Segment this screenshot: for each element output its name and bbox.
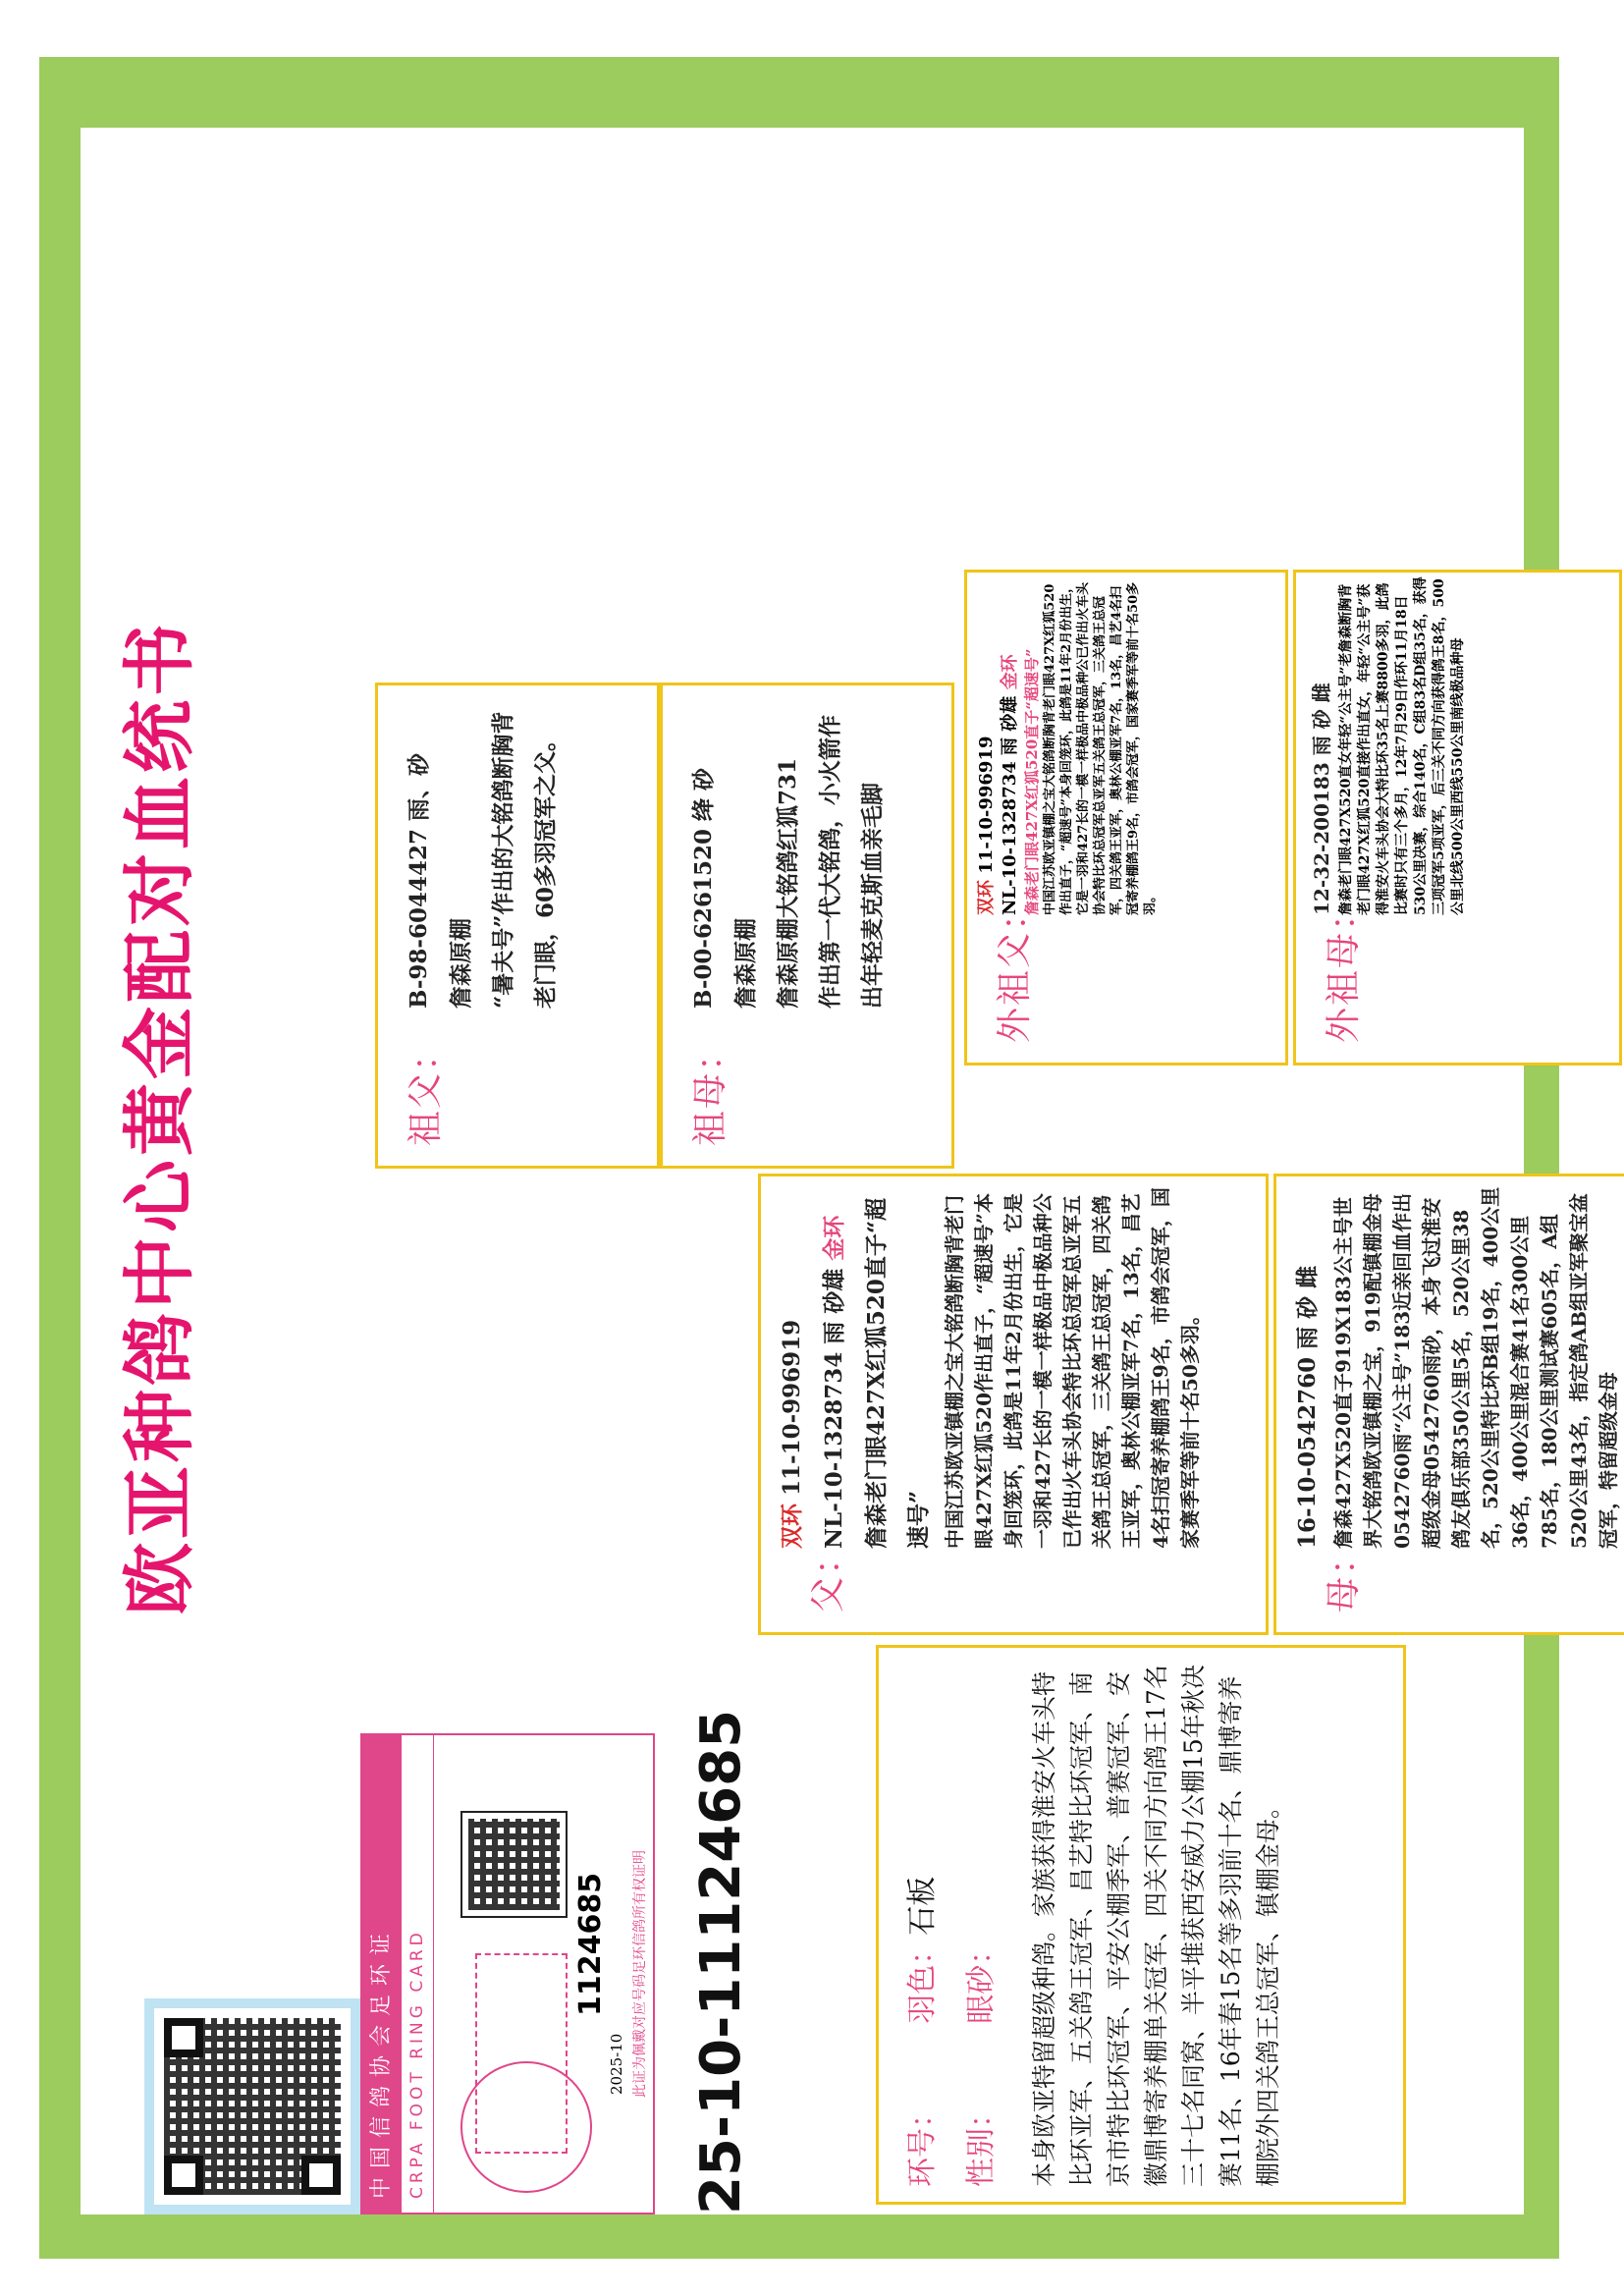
grandmother-l4: 出年轻麦克斯血亲毛脚 [859,783,886,1009]
grandmother-box [660,683,954,1169]
ring-number: 25-10-11124685 [689,1709,753,2214]
qr-finder-tl [164,2156,203,2195]
qr-code-icon [144,1998,360,2214]
grandmother-l3: 作出第一代大铭鸽，小火箭作 [817,715,843,1009]
feather-value: 石板 [905,1876,940,1936]
mgm-ring: 12-32-200183 [1310,762,1333,915]
mother-text: 詹森427X520直子919X183公主号世界大铭鸽欧亚镇棚之宝，919配镇棚金母0542760雨“公主号”183近亲回血作出超级金母0542760雨砂，本身飞过淮安鸽友俱乐部350公里5名，520公里38名，520公里特比环B组19名，400公里36名，400公里混合赛41名300公里785名，180公里测试赛605名，A组520公里43名，指定鸽AB组亚军聚宝盆冠军，特留超级金母 [1331,1186,1620,1549]
father-ring: 11-10-996919 [779,1319,805,1496]
mgf-sub: 詹森老门眼427X红狐520直子“超速号” [1023,648,1041,915]
grandmother-label: 祖母： [690,1033,731,1146]
page-title: 欧亚种鸽中心黄金配对血统书 [118,620,202,1615]
grandfather-l2: “暑夫号”作出的大铭鸽断胸背老门眼，60多羽冠军之父。 [490,711,559,1009]
mgf-color: 雨 砂雄 [1000,695,1020,755]
mgf-ring-line [975,576,999,915]
father-box [758,1174,1269,1635]
grandmother-ring: B-00-6261520 [690,829,717,1009]
maternal-grandmother-box [1293,570,1622,1066]
feather-label: 羽色： [905,1935,940,2024]
father-tag: 双环 [779,1503,805,1549]
maternal-grandfather-label: 外祖父： [995,893,1035,1043]
mgf-text: 中国江苏欧亚镇棚之宝大铭鸽断胸背老门眼427X红狐520作出直子，“超速号”本身回笼环，此鸽是11年2月份出生，它是一羽和427长的一模一样极品中极品种公已作出火车头协会特比环总冠军总亚军五关鸽王总冠军，三关鸽王总冠军，四关鸽王亚军，奥林公棚亚军7名，13名，昌艺4名扫冠寄养棚鸽王9名，市鸽会冠军，国家赛季军等前十名50多羽。 [1043,579,1158,915]
qr-background [154,2008,351,2205]
card-ring-small: 1124685 [573,1872,608,2016]
card-head: 中国信鸽协会足环证 [362,1735,402,2213]
sex-label: 性别： [964,2099,999,2187]
father-ring-line [771,1185,813,1549]
mgm-color: 雨 砂 雌 [1310,683,1333,756]
card-year: 2025-10 [608,2033,625,2095]
mgm-text: 詹森老门眼427X520直女年轻“公主号”老詹森断胸背老门眼427X红狐520直接作出直女，年轻“公主号”获得淮安火车头协会大特比环35名上赛8800多羽，此鸽比赛时只有三个多月，12年7月29日作环11月18日530公里决赛，综合140名，C组83名D组35名，获得三项冠军5项亚军，后三关不同方向获得鸽王8名，500公里北线500公里西线550公里南线极品种母 [1338,576,1466,915]
father-color: 雨 砂雄 [821,1268,847,1344]
info-desc: 本身欧亚特留超级种鸽。家族获得淮安火车头特比环亚军、五关鸽王冠军、昌艺特比环冠军、南京市特比环冠军、平安公棚季军、普赛冠军、安徽鼎博寄养棚单关冠军、四关不同方向鸽王17名三十七名同窝、半平堆获西安威力公棚15年秋决赛11名、16年春15名等多羽前十名、鼎博寄养棚院外四关鸽王总冠军、镇棚金母。 [1030,1665,1282,2187]
mgf-tag: 双环 [976,880,997,915]
mgf-ring: 11-10-996919 [976,736,997,874]
father-sub: 詹森老门眼427X红狐520直子“超速号” [863,1197,932,1549]
qr-finder-bl [301,2156,341,2195]
father-gold: 金环 [821,1215,847,1261]
grandfather-label: 祖父： [406,1033,446,1146]
certificate-panel [81,128,1620,2214]
maternal-grandmother-label: 外祖母： [1324,893,1364,1043]
mother-color: 雨 砂 雌 [1294,1265,1321,1349]
card-qr-pattern [468,1819,560,1910]
father-ring2-line [813,1185,855,1549]
grandfather-l1: 詹森原棚 [448,918,474,1009]
info-box [876,1645,1406,2205]
card-foot: 此证为佩戴对应号码足环信鸽所有权证明 [632,1850,648,2098]
info-labels [893,1657,1011,2187]
mgf-ring2: NL-10-1328734 [1000,761,1020,915]
rotated-content [81,128,1620,2214]
mother-label: 母： [1324,1537,1364,1613]
grandfather-color: 雨、砂 [406,752,432,821]
mother-box [1273,1174,1624,1635]
ring-label: 环号： [905,2099,940,2187]
mgm-ring-line [1306,576,1337,915]
eye-label: 眼砂： [964,1935,999,2024]
father-label: 父： [808,1537,848,1613]
grandmother-ring-line [682,694,725,1009]
grandfather-box [375,683,660,1169]
grandfather-ring-line [398,694,440,1009]
father-text: 中国江苏欧亚镇棚之宝大铭鸽断胸背老门眼427X红狐520作出直子，“超速号”本身回笼环，此鸽是11年2月份出生，它是一羽和427长的一模一样极品中极品种公已作出火车头协会特比环总冠军总亚军五关鸽王总冠军，三关鸽王总冠军，四关鸽王亚军，奥林公棚亚军7名，13名，昌艺4名扫冠寄养棚鸽王9名，市鸽会冠军，国家赛季军等前十名50多羽。 [943,1187,1202,1549]
mother-ring-line [1286,1185,1328,1549]
info-row-1 [893,1657,952,2187]
grandmother-l2: 詹森原棚大铭鸽红狐731 [775,757,801,1009]
mother-ring: 16-10-0542760 [1294,1356,1321,1549]
father-ring2: NL-10-1328734 [821,1351,847,1549]
stamp-icon [475,1953,568,2154]
foot-ring-card [360,1733,655,2214]
info-row-2 [952,1657,1011,2187]
grandmother-l1: 詹森原棚 [732,918,759,1009]
mgf-ring2-line [999,576,1022,915]
grandmother-color: 绛 砂 [690,767,717,821]
maternal-grandfather-box [964,570,1288,1066]
mgf-gold: 金环 [1000,654,1020,690]
qr-finder-tr [164,2018,203,2057]
grandfather-ring: B-98-6044427 [406,829,432,1009]
card-qr-icon [460,1811,568,1918]
card-sub: CRPA FOOT RING CARD [402,1735,434,2213]
